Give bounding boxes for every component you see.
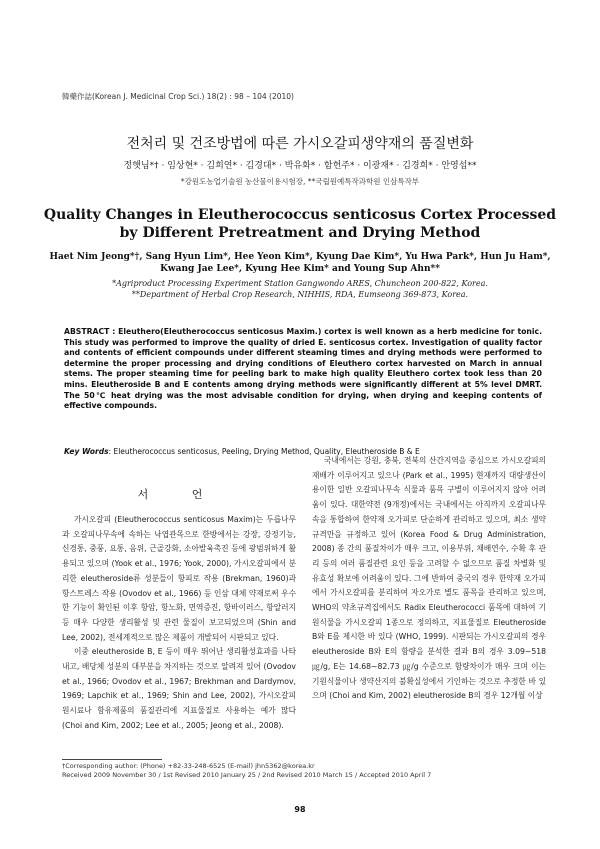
footnote xyxy=(62,762,431,780)
right-paragraph-1: 국내에서는 강원, 충북, 전북의 산간지역을 중심으로 가시오갈피의 재배가 이루어지고 있으나 (Park et al., 1995) 현재까지 대량생산이 용이한 일반 오갈피나무속 식물과 품목 구별이 이루어지지 않아 어려움이 있다. 대한약전 (9개정)에서는 국내에서는 아직까지 오갈피나무속을 통합하여 한약재 오가피로 단순하게 관리하고 있으며, 최소 생약규격만을 규정하고 있어 (Korea Food & Drug Administration, 2008) 종 간의 품질차이가 매우 크고, 이용부위, 채배연수, 수확 후 관리 등의 여러 품질관련 요인 등을 고려할 수 없으므로 품질 차별화 및 유효성 확보에 어려움이 있다. 그에 반하여 중국의 경우 한약재 오가피에서 가시오갈피를 분리하여 자오가로 별도 품목을 관리하고 있으며, WHO의 약초규격집에서도 Radix Eleutherococci 품목에 대하여 기원식물을 가시오갈피 1종으로 정의하고, 지표물질로 Eleutheroside B와 E를 제시한 바 있다 (WHO, 1999). 시판되는 가시오갈피의 경우 eleutheroside B와 E의 함량을 분석한 결과 B의 경우 3.09~518 ㎍/g, E는 14.68~82.73 ㎍/g 수준으로 함량차이가 매우 크며 이는 기원식물이나 생약산지의 불확실성에서 기인하는 것으로 추정한 바 있으며 (Choi and Kim, 2002) eleutheroside B의 경우 12개월 이상 xyxy=(312,456,546,701)
korean-title: 전처리 및 건조방법에 따른 가시오갈피생약재의 품질변화 xyxy=(126,136,474,152)
english-title: Quality Changes in Eleutherococcus senticosus Cortex Processed by Different Pretreatment and Drying Method xyxy=(43,207,557,241)
left-paragraph-2: 이중 eleutheroside B, E 등이 매우 뛰어난 생리활성효과를 나타내고, 배당체 성분의 대부분을 차지하는 것으로 알려져 있어 (Ovodov et al., 1966; Ovodov et al., 1967; Brekhman and Dardymov, 1969; Lapchik et al., 1969; Shin and Lee, 2002), 가시오갈피 원시료나 함유제품의 품질관리에 지표물질로 사용하는 예가 많다 (Choi and Kim, 2002; Lee et al., 2005; Jeong et al., 2008). xyxy=(62,647,296,730)
english-affiliations xyxy=(40,278,560,300)
korean-authors: 정햇님*† · 임상현* · 김희연* · 김경대* · 박유화* · 함헌주* · 이광재* · 김경희* · 안영섭** xyxy=(123,161,477,171)
affiliation-2: **Department of Herbal Crop Research, NIHHIS, RDA, Eumseong 369-873, Korea. xyxy=(131,290,469,299)
affiliation-1: *Agriproduct Processing Experiment Station Gangwondo ARES, Chuncheon 200-822, Korea. xyxy=(112,279,488,288)
journal-citation: 韓藥作誌(Korean J. Medicinal Crop Sci.) 18(2) : 98 – 104 (2010) xyxy=(62,92,294,101)
received-dates: Received 2009 November 30 / 1st Revised 2010 January 25 / 2nd Revised 2010 March 15 / Accepted 2010 April 7 xyxy=(62,771,432,779)
keywords-label: Key Words xyxy=(64,447,109,456)
abstract: ABSTRACT : Eleuthero(Eleutherococcus senticosus Maxim.) cortex is well known as a herb medicine for tonic. This study was performed to improve the quality of dried E. senticosus cortex. Investigation of quality factor and contents of efficient compounds under different steaming times and drying methods were performed to determine the proper processing and drying conditions of Eleuthero cortex harvested on March in annual stems. The proper steaming time for peeling bark to make high quality Eleuthero cortex took less than 20 mins. Eleutheroside B and E contents among drying methods were significantly different at 5% level DMRT. The 50℃ heat drying was the most advisable condition for drying, when drying and keeping contents of effective compounds. xyxy=(64,327,542,411)
english-authors: Haet Nim Jeong*†, Sang Hyun Lim*, Hee Yeon Kim*, Kyung Dae Kim*, Yu Hwa Park*, Hun Ju Ham*, Kwang Jae Lee*, Kyung Hee Kim* and Young Sup Ahn** xyxy=(49,252,551,274)
left-column xyxy=(62,513,296,734)
section-heading: 서 언 xyxy=(137,488,223,501)
korean-affiliation: *강원도농업기술원 농산물이용시험장, **국립원예특작과학원 인삼특작부 xyxy=(180,177,420,186)
footnote-divider xyxy=(62,759,162,760)
page-number: 98 xyxy=(294,805,306,814)
right-column xyxy=(312,454,546,704)
left-paragraph-1: 가시오갈피 (Eleutherococcus senticosus Maxim)는 두릅나무과 오갈피나무속에 속하는 낙엽관목으로 한방에서는 강장, 강정기능, 신경통, 중풍, 요통, 음위, 근골강화, 소아발육촉진 등에 광범위하게 활용되고 있으며 (Yook et al., 1976; Yook, 2000), 가시오갈피에서 분리한 eleutheroside류 성분들이 항피로 작용 (Brekman, 1960)과 항스트레스 작용 (Ovodov et al., 1966) 등 인삼 대체 약재로써 우수한 기능이 확인된 이후 항암, 항노화, 면역증진, 항바이러스, 항알러지 등 매우 다양한 생리활성 및 관련 물질이 보고되었으며 (Shin and Lee, 2002), 전세계적으로 많은 제품이 개발되어 시판되고 있다. xyxy=(62,515,296,642)
corresponding-author: †Corresponding author: (Phone) +82-33-248-6525 (E-mail) jhn5362@korea.kr xyxy=(62,762,315,770)
keywords-text: : Eleutherococcus senticosus, Peeling, Drying Method, Quality, Eleutheroside B & E xyxy=(108,447,420,456)
